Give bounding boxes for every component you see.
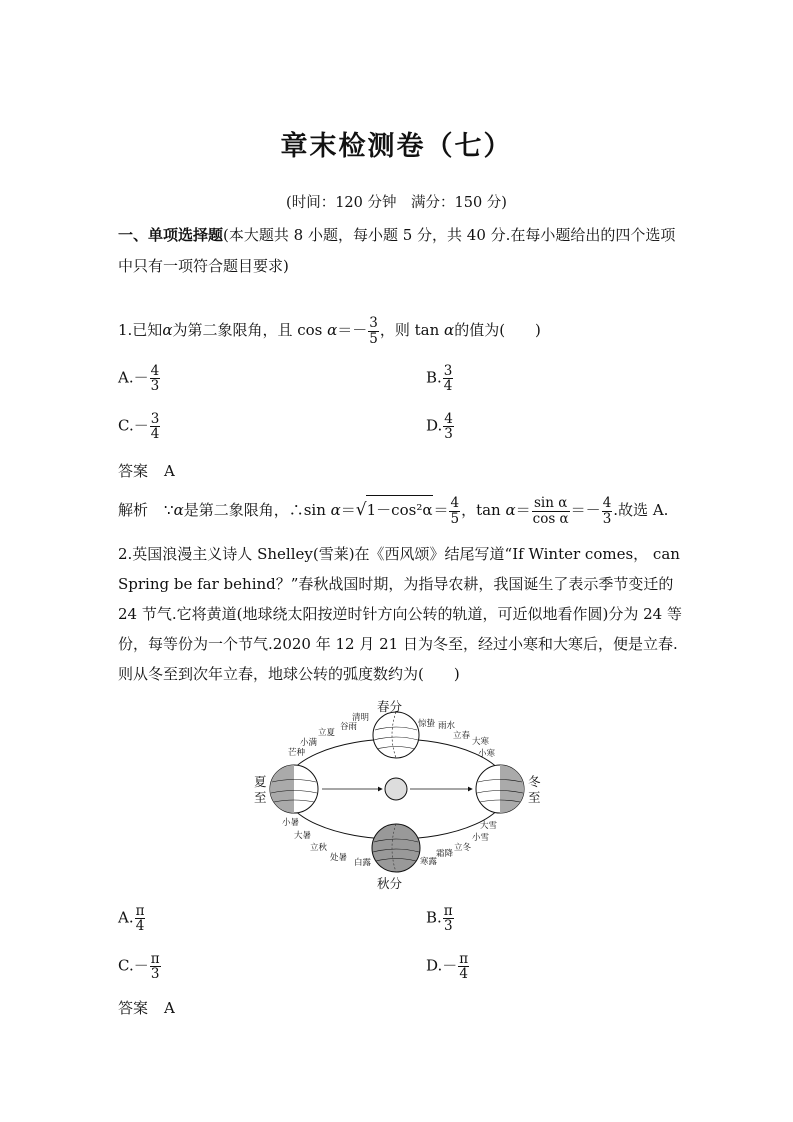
term-label: 立夏 [318, 728, 336, 738]
analysis-text: .故选 A. [613, 501, 669, 519]
fraction [150, 952, 161, 981]
numerator: 3 [369, 315, 378, 332]
option-label: A. [118, 908, 134, 927]
q1-text: 1.已知 [118, 321, 163, 339]
label-summer-2: 至 [254, 790, 267, 805]
sqrt-sign: √ [355, 500, 367, 520]
term-label: 大雪 [480, 821, 498, 831]
term-label: 惊蛰 [418, 719, 436, 729]
section-instructions: (本大题共 8 小题，每小题 5 分，共 40 分.在每小题给出的四个选项中只有一项符合题目要求) [118, 226, 676, 275]
label-winter-1: 冬 [528, 774, 541, 789]
answer-value: A [164, 999, 175, 1017]
fraction [443, 364, 454, 393]
section-heading [118, 220, 683, 282]
numerator: π [135, 903, 145, 919]
earth-summer [270, 765, 318, 813]
q1-text: ＝－ [337, 321, 368, 339]
term-label: 小满 [300, 738, 318, 748]
q1-option-b [426, 364, 454, 393]
term-label: 立秋 [310, 843, 328, 853]
option-label: A. [118, 368, 134, 387]
option-label: B. [426, 908, 442, 927]
solar-terms-diagram [250, 700, 545, 890]
q1-text: 为第二象限角，且 cos [172, 321, 328, 339]
numerator: π [459, 951, 469, 967]
denominator: 4 [150, 426, 160, 443]
numerator: 3 [443, 363, 453, 379]
term-label: 立春 [453, 731, 471, 741]
option-label: D. [426, 416, 443, 435]
numerator: 4 [450, 495, 460, 512]
term-label: 寒露 [420, 857, 438, 867]
term-label: 芒种 [288, 748, 306, 758]
exam-time-score: (时间：120 分钟 满分：150 分) [286, 195, 507, 211]
q2-answer [118, 994, 175, 1023]
q2-option-a [118, 904, 146, 933]
option-sign: － [133, 416, 149, 435]
term-label: 清明 [352, 713, 370, 723]
q1-stem [118, 316, 541, 346]
q1-text: ，则 tan [379, 321, 445, 339]
alpha-symbol: α [330, 501, 341, 519]
q1-option-c [118, 412, 161, 441]
term-label: 霜降 [436, 849, 454, 859]
numerator: 4 [602, 495, 612, 512]
option-sign: － [442, 956, 458, 975]
term-label: 谷雨 [340, 722, 358, 732]
alpha-symbol: α [444, 321, 455, 339]
earth-autumn [372, 824, 420, 872]
numerator: sin α [532, 496, 570, 511]
answer-value: A [164, 462, 175, 480]
earth-spring [373, 712, 419, 758]
q1-text: 的值为( ) [454, 321, 541, 339]
term-label: 小暑 [282, 818, 300, 828]
denominator: 5 [369, 330, 378, 347]
page-title: 章末检测卷（七） [280, 131, 513, 162]
analysis-text: ，tan [461, 501, 506, 519]
option-label: B. [426, 368, 442, 387]
fraction [150, 364, 161, 393]
analysis-text: 是第二象限角，∴sin [183, 501, 331, 519]
term-label: 大暑 [294, 831, 312, 841]
label-spring-equinox: 春分 [377, 700, 403, 714]
denominator: 3 [444, 426, 453, 443]
analysis-label: 解析 [118, 501, 149, 519]
numerator: 4 [150, 363, 160, 379]
option-label: C. [118, 416, 134, 435]
option-label: D. [426, 956, 443, 975]
term-label: 处暑 [330, 853, 348, 863]
fraction [135, 904, 146, 933]
denominator: 3 [602, 510, 612, 527]
fraction [602, 496, 613, 525]
denominator: 4 [443, 378, 453, 395]
label-winter-2: 至 [528, 790, 541, 805]
q1-option-d [426, 412, 455, 441]
label-autumn-equinox: 秋分 [377, 876, 403, 890]
analysis-text: ＝ [433, 501, 449, 519]
numerator: π [150, 951, 160, 967]
q1-answer [118, 457, 175, 486]
fraction [532, 496, 570, 525]
fraction [150, 412, 161, 441]
term-label: 小寒 [478, 749, 496, 759]
q1-option-a [118, 364, 161, 393]
option-label: C. [118, 956, 134, 975]
term-label: 大寒 [472, 737, 490, 747]
q1-analysis [118, 495, 668, 526]
answer-label: 答案 [118, 462, 149, 480]
alpha-symbol: α [173, 501, 184, 519]
fraction [443, 904, 454, 933]
numerator: π [443, 903, 453, 919]
fraction [458, 952, 469, 981]
orbit-svg [250, 700, 545, 890]
alpha-symbol: α [327, 321, 338, 339]
q2-option-c [118, 952, 162, 981]
option-sign: － [133, 368, 149, 387]
section-label: 一、单项选择题 [118, 226, 224, 244]
denominator: 3 [150, 966, 160, 983]
analysis-text: ＝ [515, 501, 531, 519]
denominator: 3 [443, 918, 453, 935]
sqrt-content: 1－cos²α [366, 495, 434, 525]
denominator: 4 [135, 918, 145, 935]
term-label: 雨水 [438, 721, 456, 731]
analysis-text: ＝－ [570, 501, 601, 519]
term-label: 白露 [354, 858, 372, 868]
alpha-symbol: α [505, 501, 516, 519]
denominator: 4 [459, 966, 469, 983]
sun [385, 778, 407, 800]
fraction [443, 412, 454, 441]
analysis-text: ＝ [340, 501, 356, 519]
earth-winter [476, 765, 524, 813]
q2-option-d [426, 952, 470, 981]
numerator: 4 [444, 411, 453, 427]
denominator: cos α [532, 510, 569, 527]
q2-stem: 2.英国浪漫主义诗人 Shelley(雪莱)在《西风颂》结尾写道“If Winter comes， can Spring be far behind？”春秋战国时期，为指导农耕，我国诞生了表示季节变迁的 24 节气.它将黄道(地球绕太阳按逆时针方向公转的轨道，可近似地看作圆)分为 24 等份，每等份为一个节气.2020 年 12 月 21 日为冬至，经过小寒和大寒后，便是立春.则从冬至到次年立春，地球公转的弧度数约为( ) [118, 545, 682, 683]
term-label: 小雪 [472, 833, 490, 843]
fraction [449, 496, 460, 525]
term-label: 立冬 [454, 843, 472, 853]
denominator: 3 [150, 378, 160, 395]
denominator: 5 [450, 510, 460, 527]
option-sign: － [133, 956, 149, 975]
q2-option-b [426, 904, 455, 933]
fraction [368, 316, 379, 345]
numerator: 3 [150, 411, 160, 427]
alpha-symbol: α [162, 321, 173, 339]
answer-label: 答案 [118, 999, 149, 1017]
label-summer-1: 夏 [254, 774, 267, 789]
because-symbol: ∵ [164, 501, 174, 519]
